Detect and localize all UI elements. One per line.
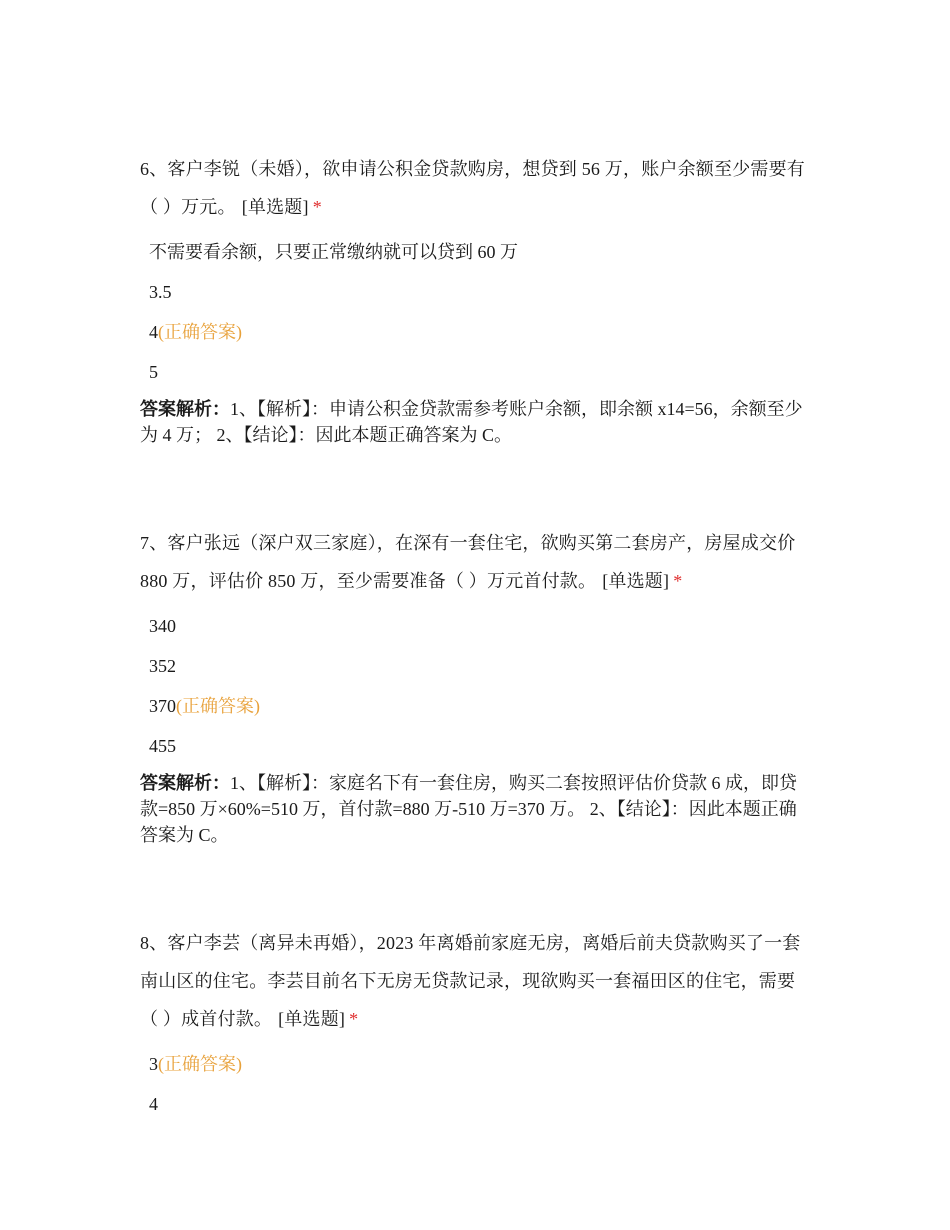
option-d[interactable] (140, 726, 812, 766)
option-text: 5 (149, 362, 158, 382)
option-text: 3 (149, 1054, 158, 1074)
question-type: [单选题] (602, 571, 670, 591)
analysis-text: 1、【解析】：家庭名下有一套住房，购买二套按照评估价贷款 6 成，即贷款=850 万×60%=510 万，首付款=880 万-510 万=370 万。 2、【结论】：因此本题正确答案为 C。 (140, 773, 797, 845)
question-type: [单选题] (241, 197, 309, 217)
spacer (140, 448, 812, 524)
document-page (140, 150, 812, 1124)
option-text: 370 (149, 696, 176, 716)
question-type: [单选题] (278, 1009, 346, 1029)
option-list (140, 1044, 812, 1124)
option-text: 4 (149, 1094, 158, 1114)
question-text: 8、客户李芸（离异未再婚），2023 年离婚前家庭无房，离婚后前夫贷款购买了一套南山区的住宅。李芸目前名下无房无贷款记录，现欲购买一套福田区的住宅，需要（ ）成首付款。 (140, 933, 801, 1029)
option-c[interactable] (140, 312, 812, 352)
spacer (140, 848, 812, 924)
question-8 (140, 924, 812, 1124)
option-a[interactable] (140, 232, 812, 272)
required-mark: * (349, 1009, 359, 1029)
option-text: 4 (149, 322, 158, 342)
question-title (140, 924, 812, 1038)
correct-answer-tag: (正确答案) (158, 322, 242, 342)
option-list (140, 606, 812, 766)
option-text: 3.5 (149, 282, 172, 302)
option-text: 352 (149, 656, 176, 676)
question-title (140, 524, 812, 600)
question-6 (140, 150, 812, 448)
analysis-text: 1、【解析】：申请公积金贷款需参考账户余额，即余额 x14=56，余额至少为 4 万； 2、【结论】：因此本题正确答案为 C。 (140, 399, 803, 445)
option-b[interactable] (140, 1084, 812, 1124)
question-text: 6、客户李锐（未婚），欲申请公积金贷款购房，想贷到 56 万，账户余额至少需要有（ ）万元。 (140, 159, 805, 217)
question-7 (140, 524, 812, 848)
option-c[interactable] (140, 686, 812, 726)
analysis-label: 答案解析： (140, 773, 230, 793)
option-d[interactable] (140, 352, 812, 392)
required-mark: * (312, 197, 322, 217)
option-list (140, 232, 812, 392)
answer-analysis (140, 770, 812, 848)
required-mark: * (673, 571, 683, 591)
correct-answer-tag: (正确答案) (176, 696, 260, 716)
analysis-label: 答案解析： (140, 399, 230, 419)
option-text: 340 (149, 616, 176, 636)
option-text: 不需要看余额，只要正常缴纳就可以贷到 60 万 (149, 242, 518, 262)
option-b[interactable] (140, 646, 812, 686)
option-b[interactable] (140, 272, 812, 312)
option-text: 455 (149, 736, 176, 756)
option-a[interactable] (140, 1044, 812, 1084)
correct-answer-tag: (正确答案) (158, 1054, 242, 1074)
question-title (140, 150, 812, 226)
option-a[interactable] (140, 606, 812, 646)
question-text: 7、客户张远（深户双三家庭），在深有一套住宅，欲购买第二套房产，房屋成交价 880 万，评估价 850 万，至少需要准备（ ）万元首付款。 (140, 533, 796, 591)
answer-analysis (140, 396, 812, 448)
